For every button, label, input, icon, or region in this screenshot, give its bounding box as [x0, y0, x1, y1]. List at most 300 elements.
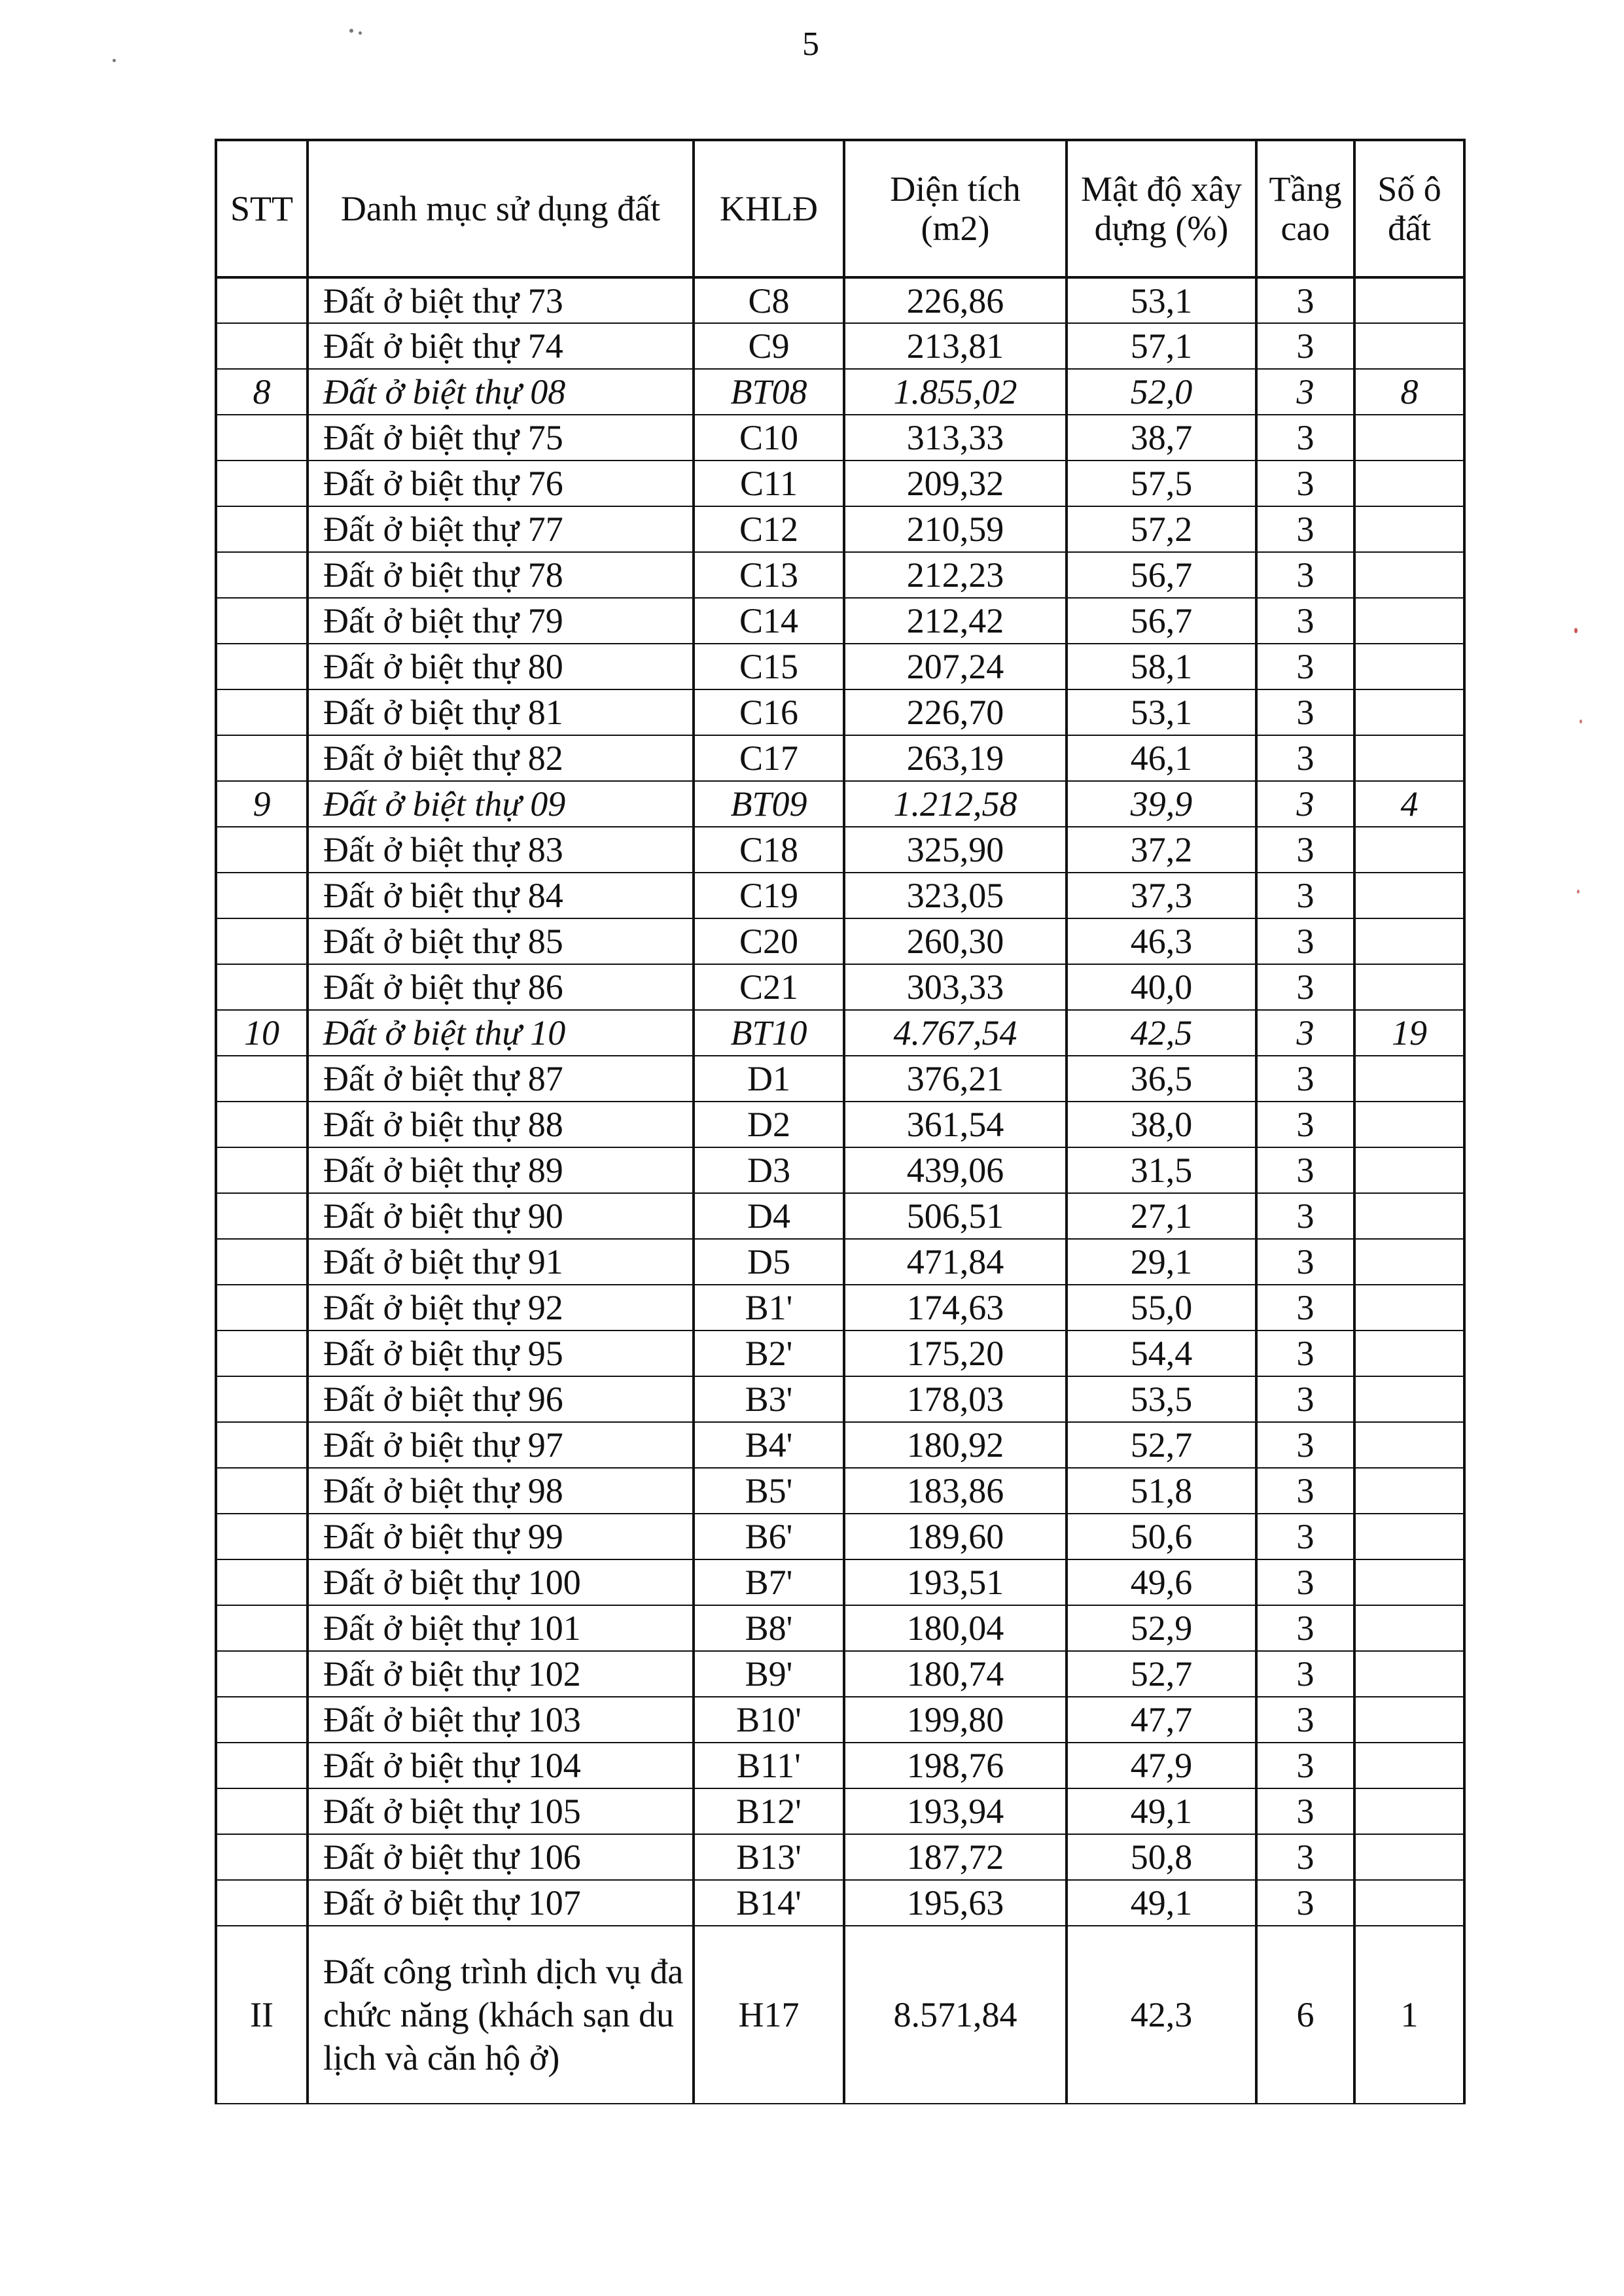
cell-lots	[1354, 1193, 1464, 1239]
cell-name: Đất ở biệt thự 101	[308, 1605, 694, 1651]
cell-area: 187,72	[844, 1834, 1067, 1880]
cell-density: 53,1	[1067, 689, 1256, 735]
cell-stt	[216, 1331, 308, 1376]
cell-code: C17	[694, 735, 844, 781]
cell-area: 180,92	[844, 1422, 1067, 1468]
cell-floors: 3	[1256, 1514, 1354, 1559]
cell-area: 313,33	[844, 415, 1067, 461]
cell-area: 1.855,02	[844, 369, 1067, 415]
cell-density: 31,5	[1067, 1147, 1256, 1193]
table-row	[216, 552, 1464, 598]
cell-stt	[216, 1147, 308, 1193]
cell-floors: 3	[1256, 1376, 1354, 1422]
cell-density: 49,1	[1067, 1880, 1256, 1926]
cell-lots	[1354, 644, 1464, 689]
cell-lots	[1354, 598, 1464, 644]
header-mat-do: Mật độ xây dựng (%)	[1067, 140, 1256, 277]
table-row	[216, 1788, 1464, 1834]
table-row	[216, 1651, 1464, 1697]
cell-code: B9'	[694, 1651, 844, 1697]
cell-area: 180,74	[844, 1651, 1067, 1697]
cell-density: 52,7	[1067, 1422, 1256, 1468]
cell-floors: 3	[1256, 1056, 1354, 1102]
cell-floors: 3	[1256, 1285, 1354, 1331]
cell-stt	[216, 277, 308, 323]
cell-stt	[216, 1651, 308, 1697]
cell-code: C20	[694, 918, 844, 964]
cell-lots	[1354, 461, 1464, 506]
table-row	[216, 1331, 1464, 1376]
cell-density: 47,9	[1067, 1743, 1256, 1788]
table-row	[216, 873, 1464, 918]
cell-stt	[216, 1102, 308, 1147]
cell-code: B14'	[694, 1880, 844, 1926]
cell-floors: 3	[1256, 1834, 1354, 1880]
cell-name: Đất ở biệt thự 97	[308, 1422, 694, 1468]
table-row	[216, 598, 1464, 644]
header-so-o-dat: Số ô đất	[1354, 140, 1464, 277]
cell-lots	[1354, 964, 1464, 1010]
table-row	[216, 1193, 1464, 1239]
cell-stt	[216, 1376, 308, 1422]
header-danh-muc: Danh mục sử dụng đất	[308, 140, 694, 277]
cell-name: Đất ở biệt thự 84	[308, 873, 694, 918]
cell-name: Đất ở biệt thự 98	[308, 1468, 694, 1514]
cell-density: 42,3	[1067, 1926, 1256, 2104]
cell-name: Đất ở biệt thự 107	[308, 1880, 694, 1926]
cell-lots: 4	[1354, 781, 1464, 827]
cell-code: B3'	[694, 1376, 844, 1422]
cell-area: 439,06	[844, 1147, 1067, 1193]
cell-area: 303,33	[844, 964, 1067, 1010]
cell-density: 52,0	[1067, 369, 1256, 415]
cell-area: 207,24	[844, 644, 1067, 689]
cell-density: 38,7	[1067, 415, 1256, 461]
cell-area: 180,04	[844, 1605, 1067, 1651]
cell-density: 38,0	[1067, 1102, 1256, 1147]
cell-area: 506,51	[844, 1193, 1067, 1239]
scan-speck	[1580, 720, 1582, 723]
cell-density: 29,1	[1067, 1239, 1256, 1285]
cell-lots	[1354, 1147, 1464, 1193]
group-row	[216, 369, 1464, 415]
cell-floors: 3	[1256, 1239, 1354, 1285]
group-row	[216, 781, 1464, 827]
cell-code: B6'	[694, 1514, 844, 1559]
cell-floors: 3	[1256, 873, 1354, 918]
cell-lots	[1354, 415, 1464, 461]
cell-area: 174,63	[844, 1285, 1067, 1331]
cell-name: Đất ở biệt thự 102	[308, 1651, 694, 1697]
cell-area: 8.571,84	[844, 1926, 1067, 2104]
cell-stt	[216, 735, 308, 781]
cell-lots	[1354, 1468, 1464, 1514]
cell-floors: 3	[1256, 1193, 1354, 1239]
cell-density: 55,0	[1067, 1285, 1256, 1331]
cell-name: Đất ở biệt thự 100	[308, 1559, 694, 1605]
cell-area: 189,60	[844, 1514, 1067, 1559]
cell-code: H17	[694, 1926, 844, 2104]
cell-code: D4	[694, 1193, 844, 1239]
cell-stt	[216, 1697, 308, 1743]
cell-lots	[1354, 1559, 1464, 1605]
cell-area: 471,84	[844, 1239, 1067, 1285]
cell-floors: 3	[1256, 781, 1354, 827]
cell-area: 195,63	[844, 1880, 1067, 1926]
cell-code: BT09	[694, 781, 844, 827]
cell-area: 212,23	[844, 552, 1067, 598]
cell-floors: 3	[1256, 1605, 1354, 1651]
cell-area: 325,90	[844, 827, 1067, 873]
cell-code: D5	[694, 1239, 844, 1285]
cell-area: 376,21	[844, 1056, 1067, 1102]
table-row	[216, 1697, 1464, 1743]
cell-density: 27,1	[1067, 1193, 1256, 1239]
table-row	[216, 1147, 1464, 1193]
cell-area: 178,03	[844, 1376, 1067, 1422]
cell-name: Đất ở biệt thự 83	[308, 827, 694, 873]
cell-code: BT08	[694, 369, 844, 415]
cell-lots	[1354, 1102, 1464, 1147]
cell-stt	[216, 1743, 308, 1788]
cell-lots	[1354, 1514, 1464, 1559]
cell-name: Đất ở biệt thự 96	[308, 1376, 694, 1422]
cell-lots	[1354, 1331, 1464, 1376]
cell-stt: 9	[216, 781, 308, 827]
header-stt: STT	[216, 140, 308, 277]
table-row	[216, 506, 1464, 552]
cell-density: 56,7	[1067, 598, 1256, 644]
cell-floors: 3	[1256, 1559, 1354, 1605]
header-dien-tich: Diện tích (m2)	[844, 140, 1067, 277]
cell-name: Đất ở biệt thự 73	[308, 277, 694, 323]
table-row	[216, 415, 1464, 461]
cell-density: 46,3	[1067, 918, 1256, 964]
table-row	[216, 644, 1464, 689]
cell-floors: 3	[1256, 1468, 1354, 1514]
cell-stt	[216, 1788, 308, 1834]
cell-area: 199,80	[844, 1697, 1067, 1743]
cell-lots	[1354, 506, 1464, 552]
cell-area: 213,81	[844, 323, 1067, 369]
cell-code: C18	[694, 827, 844, 873]
cell-floors: 3	[1256, 1651, 1354, 1697]
cell-name: Đất ở biệt thự 104	[308, 1743, 694, 1788]
cell-name: Đất ở biệt thự 103	[308, 1697, 694, 1743]
cell-code: C12	[694, 506, 844, 552]
cell-lots	[1354, 1651, 1464, 1697]
cell-area: 263,19	[844, 735, 1067, 781]
cell-code: C11	[694, 461, 844, 506]
cell-lots	[1354, 918, 1464, 964]
cell-density: 52,9	[1067, 1605, 1256, 1651]
header-khld: KHLĐ	[694, 140, 844, 277]
header-tang-cao: Tầng cao	[1256, 140, 1354, 277]
table-row	[216, 1102, 1464, 1147]
cell-density: 39,9	[1067, 781, 1256, 827]
cell-floors: 3	[1256, 918, 1354, 964]
scan-speck	[349, 29, 353, 33]
cell-name: Đất ở biệt thự 74	[308, 323, 694, 369]
table-row	[216, 735, 1464, 781]
cell-density: 47,7	[1067, 1697, 1256, 1743]
cell-stt: 10	[216, 1010, 308, 1056]
cell-lots	[1354, 1880, 1464, 1926]
cell-floors: 3	[1256, 506, 1354, 552]
cell-lots	[1354, 552, 1464, 598]
cell-code: C9	[694, 323, 844, 369]
cell-lots	[1354, 1697, 1464, 1743]
cell-density: 53,5	[1067, 1376, 1256, 1422]
cell-name: Đất ở biệt thự 09	[308, 781, 694, 827]
cell-density: 49,1	[1067, 1788, 1256, 1834]
cell-density: 37,3	[1067, 873, 1256, 918]
cell-density: 57,5	[1067, 461, 1256, 506]
cell-density: 56,7	[1067, 552, 1256, 598]
table-row	[216, 1880, 1464, 1926]
cell-code: B4'	[694, 1422, 844, 1468]
cell-floors: 3	[1256, 1102, 1354, 1147]
cell-area: 361,54	[844, 1102, 1067, 1147]
cell-density: 53,1	[1067, 277, 1256, 323]
cell-floors: 3	[1256, 323, 1354, 369]
cell-stt	[216, 689, 308, 735]
cell-floors: 3	[1256, 964, 1354, 1010]
scan-speck	[359, 31, 362, 35]
page-number: 5	[802, 26, 819, 63]
cell-floors: 6	[1256, 1926, 1354, 2104]
cell-density: 42,5	[1067, 1010, 1256, 1056]
cell-density: 36,5	[1067, 1056, 1256, 1102]
cell-code: D1	[694, 1056, 844, 1102]
cell-floors: 3	[1256, 415, 1354, 461]
cell-stt	[216, 644, 308, 689]
scan-speck	[1574, 628, 1578, 633]
cell-density: 49,6	[1067, 1559, 1256, 1605]
cell-name: Đất công trình dịch vụ đa chức năng (khách sạn du lịch và căn hộ ở)	[308, 1926, 694, 2104]
cell-density: 58,1	[1067, 644, 1256, 689]
cell-name: Đất ở biệt thự 88	[308, 1102, 694, 1147]
table-row	[216, 1559, 1464, 1605]
cell-stt	[216, 415, 308, 461]
cell-floors: 3	[1256, 1147, 1354, 1193]
cell-code: B11'	[694, 1743, 844, 1788]
cell-floors: 3	[1256, 1743, 1354, 1788]
cell-lots: 19	[1354, 1010, 1464, 1056]
cell-stt	[216, 1285, 308, 1331]
cell-code: C10	[694, 415, 844, 461]
cell-area: 1.212,58	[844, 781, 1067, 827]
cell-density: 37,2	[1067, 827, 1256, 873]
table-row	[216, 1605, 1464, 1651]
cell-floors: 3	[1256, 689, 1354, 735]
cell-density: 57,1	[1067, 323, 1256, 369]
cell-stt	[216, 1514, 308, 1559]
cell-code: BT10	[694, 1010, 844, 1056]
cell-stt	[216, 1056, 308, 1102]
cell-code: C15	[694, 644, 844, 689]
cell-lots	[1354, 277, 1464, 323]
cell-code: B2'	[694, 1331, 844, 1376]
cell-name: Đất ở biệt thự 91	[308, 1239, 694, 1285]
cell-floors: 3	[1256, 277, 1354, 323]
table-row	[216, 1743, 1464, 1788]
table-row	[216, 277, 1464, 323]
cell-stt	[216, 1468, 308, 1514]
table-row	[216, 964, 1464, 1010]
cell-lots: 8	[1354, 369, 1464, 415]
cell-area: 212,42	[844, 598, 1067, 644]
cell-lots	[1354, 1605, 1464, 1651]
cell-code: C8	[694, 277, 844, 323]
cell-code: B12'	[694, 1788, 844, 1834]
cell-stt	[216, 1880, 308, 1926]
cell-lots	[1354, 1422, 1464, 1468]
cell-name: Đất ở biệt thự 79	[308, 598, 694, 644]
cell-code: C16	[694, 689, 844, 735]
cell-name: Đất ở biệt thự 76	[308, 461, 694, 506]
cell-name: Đất ở biệt thự 77	[308, 506, 694, 552]
cell-area: 198,76	[844, 1743, 1067, 1788]
final-row	[216, 1926, 1464, 2104]
cell-floors: 3	[1256, 1422, 1354, 1468]
cell-area: 323,05	[844, 873, 1067, 918]
cell-stt	[216, 1834, 308, 1880]
land-use-table	[215, 139, 1466, 2104]
cell-density: 51,8	[1067, 1468, 1256, 1514]
cell-name: Đất ở biệt thự 81	[308, 689, 694, 735]
table-row	[216, 461, 1464, 506]
cell-stt: II	[216, 1926, 308, 2104]
cell-stt	[216, 1559, 308, 1605]
cell-name: Đất ở biệt thự 90	[308, 1193, 694, 1239]
cell-code: D3	[694, 1147, 844, 1193]
cell-lots	[1354, 689, 1464, 735]
cell-code: B10'	[694, 1697, 844, 1743]
cell-stt	[216, 918, 308, 964]
cell-floors: 3	[1256, 735, 1354, 781]
cell-lots	[1354, 1056, 1464, 1102]
cell-density: 50,8	[1067, 1834, 1256, 1880]
cell-stt	[216, 461, 308, 506]
table-body	[216, 277, 1464, 1926]
cell-code: B5'	[694, 1468, 844, 1514]
cell-name: Đất ở biệt thự 87	[308, 1056, 694, 1102]
cell-floors: 3	[1256, 369, 1354, 415]
cell-name: Đất ở biệt thự 10	[308, 1010, 694, 1056]
table-row	[216, 1422, 1464, 1468]
cell-floors: 3	[1256, 1697, 1354, 1743]
cell-floors: 3	[1256, 1788, 1354, 1834]
cell-density: 50,6	[1067, 1514, 1256, 1559]
cell-density: 54,4	[1067, 1331, 1256, 1376]
cell-stt	[216, 1422, 308, 1468]
table-row	[216, 689, 1464, 735]
cell-stt	[216, 552, 308, 598]
cell-stt	[216, 1239, 308, 1285]
cell-area: 210,59	[844, 506, 1067, 552]
cell-name: Đất ở biệt thự 105	[308, 1788, 694, 1834]
table-row	[216, 1468, 1464, 1514]
cell-lots	[1354, 827, 1464, 873]
table-row	[216, 1285, 1464, 1331]
cell-area: 193,51	[844, 1559, 1067, 1605]
cell-lots	[1354, 1743, 1464, 1788]
cell-stt	[216, 506, 308, 552]
cell-code: C14	[694, 598, 844, 644]
cell-name: Đất ở biệt thự 89	[308, 1147, 694, 1193]
cell-stt	[216, 1605, 308, 1651]
cell-density: 52,7	[1067, 1651, 1256, 1697]
cell-floors: 3	[1256, 1331, 1354, 1376]
cell-lots: 1	[1354, 1926, 1464, 2104]
cell-name: Đất ở biệt thự 95	[308, 1331, 694, 1376]
cell-name: Đất ở biệt thự 75	[308, 415, 694, 461]
cell-density: 57,2	[1067, 506, 1256, 552]
table-row	[216, 1056, 1464, 1102]
table-row	[216, 323, 1464, 369]
cell-name: Đất ở biệt thự 08	[308, 369, 694, 415]
cell-code: B8'	[694, 1605, 844, 1651]
cell-lots	[1354, 1834, 1464, 1880]
cell-floors: 3	[1256, 1880, 1354, 1926]
cell-stt	[216, 323, 308, 369]
cell-area: 193,94	[844, 1788, 1067, 1834]
cell-floors: 3	[1256, 644, 1354, 689]
cell-floors: 3	[1256, 827, 1354, 873]
cell-lots	[1354, 735, 1464, 781]
cell-floors: 3	[1256, 598, 1354, 644]
cell-area: 260,30	[844, 918, 1067, 964]
cell-density: 40,0	[1067, 964, 1256, 1010]
cell-lots	[1354, 1285, 1464, 1331]
cell-lots	[1354, 323, 1464, 369]
cell-floors: 3	[1256, 552, 1354, 598]
table-row	[216, 1514, 1464, 1559]
cell-name: Đất ở biệt thự 92	[308, 1285, 694, 1331]
cell-name: Đất ở biệt thự 99	[308, 1514, 694, 1559]
cell-stt	[216, 1193, 308, 1239]
table-row	[216, 1239, 1464, 1285]
cell-code: C21	[694, 964, 844, 1010]
scan-speck	[1577, 890, 1580, 894]
cell-stt: 8	[216, 369, 308, 415]
cell-floors: 3	[1256, 1010, 1354, 1056]
cell-lots	[1354, 873, 1464, 918]
cell-name: Đất ở biệt thự 82	[308, 735, 694, 781]
cell-area: 209,32	[844, 461, 1067, 506]
cell-code: C13	[694, 552, 844, 598]
table-row	[216, 918, 1464, 964]
cell-name: Đất ở biệt thự 78	[308, 552, 694, 598]
cell-code: C19	[694, 873, 844, 918]
cell-stt	[216, 598, 308, 644]
cell-stt	[216, 964, 308, 1010]
table-row	[216, 1376, 1464, 1422]
cell-lots	[1354, 1239, 1464, 1285]
cell-area: 4.767,54	[844, 1010, 1067, 1056]
cell-code: B1'	[694, 1285, 844, 1331]
table-row	[216, 827, 1464, 873]
cell-floors: 3	[1256, 461, 1354, 506]
cell-stt	[216, 827, 308, 873]
group-row	[216, 1010, 1464, 1056]
cell-density: 46,1	[1067, 735, 1256, 781]
cell-code: B7'	[694, 1559, 844, 1605]
cell-area: 226,86	[844, 277, 1067, 323]
cell-area: 226,70	[844, 689, 1067, 735]
header-row	[216, 140, 1464, 277]
